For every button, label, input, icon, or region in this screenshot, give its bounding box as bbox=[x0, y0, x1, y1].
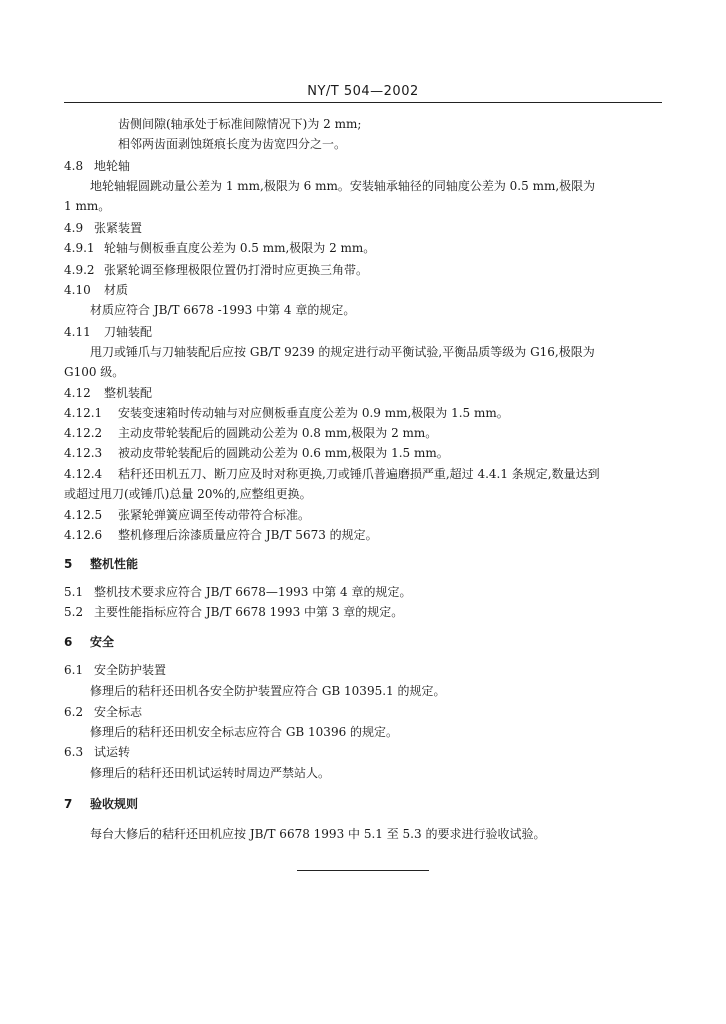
section-heading bbox=[64, 324, 152, 340]
clause-number: 4.12.3 bbox=[64, 446, 103, 460]
section-heading bbox=[64, 158, 130, 174]
paragraph-line: 甩刀或锤爪与刀轴装配后应按 GB/T 9239 的规定进行动平衡试验,平衡品质等级为 G16,极限为 bbox=[90, 345, 595, 359]
chapter-number: 5 bbox=[64, 557, 73, 571]
section-title: 安全标志 bbox=[94, 705, 143, 719]
clause-number: 4.12.2 bbox=[64, 426, 103, 440]
header-rule bbox=[64, 102, 662, 103]
paragraph-line: 修理后的秸秆还田机安全标志应符合 GB 10396 的规定。 bbox=[90, 725, 399, 739]
clause-number: 5.1 bbox=[64, 585, 84, 599]
clause-text: 主要性能指标应符合 JB/T 6678 1993 中第 3 章的规定。 bbox=[94, 605, 404, 619]
section-heading bbox=[64, 662, 166, 678]
section-heading bbox=[64, 220, 142, 236]
clause bbox=[64, 507, 310, 523]
section-number: 6.2 bbox=[64, 705, 84, 719]
clause-number: 4.9.2 bbox=[64, 263, 95, 277]
section-title: 地轮轴 bbox=[94, 159, 131, 173]
clause-text: 轮轴与侧板垂直度公差为 0.5 mm,极限为 2 mm。 bbox=[104, 241, 376, 255]
clause bbox=[64, 445, 449, 461]
section-title: 整机装配 bbox=[104, 386, 153, 400]
clause bbox=[64, 527, 378, 543]
section-title: 安全防护装置 bbox=[94, 663, 167, 677]
paragraph-line: G100 级。 bbox=[64, 365, 125, 379]
clause-text: 整机修理后涂漆质量应符合 JB/T 5673 的规定。 bbox=[118, 528, 378, 542]
chapter-heading bbox=[64, 634, 114, 650]
clause-number: 4.12.1 bbox=[64, 406, 103, 420]
section-title: 材质 bbox=[104, 283, 129, 297]
chapter-title: 安全 bbox=[90, 635, 115, 649]
chapter-number: 7 bbox=[64, 797, 73, 811]
paragraph-line: 齿侧间隙(轴承处于标准间隙情况下)为 2 mm; bbox=[118, 117, 362, 131]
clause bbox=[64, 425, 437, 441]
clause bbox=[64, 466, 600, 482]
chapter-heading bbox=[64, 796, 138, 812]
chapter-title: 验收规则 bbox=[90, 797, 139, 811]
section-number: 6.3 bbox=[64, 745, 84, 759]
section-number: 4.8 bbox=[64, 159, 84, 173]
section-number: 4.11 bbox=[64, 325, 91, 339]
clause-text: 安装变速箱时传动轴与对应侧板垂直度公差为 0.9 mm,极限为 1.5 mm。 bbox=[118, 406, 509, 420]
chapter-title: 整机性能 bbox=[90, 557, 139, 571]
paragraph-line: 相邻两齿面剥蚀斑痕长度为齿宽四分之一。 bbox=[118, 137, 347, 151]
clause bbox=[64, 405, 509, 421]
paragraph-line: 材质应符合 JB/T 6678 -1993 中第 4 章的规定。 bbox=[90, 303, 356, 317]
end-rule bbox=[297, 870, 429, 871]
chapter-heading bbox=[64, 556, 138, 572]
clause-number: 4.9.1 bbox=[64, 241, 95, 255]
section-title: 刀轴装配 bbox=[104, 325, 153, 339]
section-title: 试运转 bbox=[94, 745, 131, 759]
section-heading bbox=[64, 744, 130, 760]
paragraph-line: 修理后的秸秆还田机各安全防护装置应符合 GB 10395.1 的规定。 bbox=[90, 684, 446, 698]
clause bbox=[64, 604, 403, 620]
section-number: 6.1 bbox=[64, 663, 84, 677]
paragraph-line: 地轮轴辊圆跳动量公差为 1 mm,极限为 6 mm。安装轴承轴径的同轴度公差为 0.5 mm,极限为 bbox=[90, 179, 596, 193]
clause bbox=[64, 262, 368, 278]
paragraph-line: 每台大修后的秸秆还田机应按 JB/T 6678 1993 中 5.1 至 5.3 的要求进行验收试验。 bbox=[90, 827, 546, 841]
header-standard-code: NY/T 504—2002 bbox=[307, 84, 419, 99]
clause-number: 4.12.5 bbox=[64, 508, 103, 522]
clause-text: 秸秆还田机五刀、断刀应及时对称更换,刀或锤爪普遍磨损严重,超过 4.4.1 条规定,数量达到 bbox=[118, 467, 600, 481]
section-number: 4.10 bbox=[64, 283, 91, 297]
clause-number: 4.12.6 bbox=[64, 528, 103, 542]
section-title: 张紧装置 bbox=[94, 221, 143, 235]
section-number: 4.9 bbox=[64, 221, 84, 235]
section-heading bbox=[64, 282, 128, 298]
clause-text: 整机技术要求应符合 JB/T 6678—1993 中第 4 章的规定。 bbox=[94, 585, 412, 599]
clause bbox=[64, 584, 411, 600]
paragraph-line: 或超过甩刀(或锤爪)总量 20%的,应整组更换。 bbox=[64, 487, 312, 501]
clause-text: 张紧轮弹簧应调至传动带符合标准。 bbox=[118, 508, 311, 522]
section-heading bbox=[64, 704, 142, 720]
clause-number: 4.12.4 bbox=[64, 467, 103, 481]
paragraph-line: 修理后的秸秆还田机试运转时周边严禁站人。 bbox=[90, 766, 331, 780]
chapter-number: 6 bbox=[64, 635, 73, 649]
clause-number: 5.2 bbox=[64, 605, 84, 619]
clause-text: 被动皮带轮装配后的圆跳动公差为 0.6 mm,极限为 1.5 mm。 bbox=[118, 446, 449, 460]
clause-text: 主动皮带轮装配后的圆跳动公差为 0.8 mm,极限为 2 mm。 bbox=[118, 426, 438, 440]
section-heading bbox=[64, 385, 152, 401]
section-number: 4.12 bbox=[64, 386, 91, 400]
paragraph-line: 1 mm。 bbox=[64, 199, 111, 213]
clause-text: 张紧轮调至修理极限位置仍打滑时应更换三角带。 bbox=[104, 263, 369, 277]
clause bbox=[64, 240, 375, 256]
